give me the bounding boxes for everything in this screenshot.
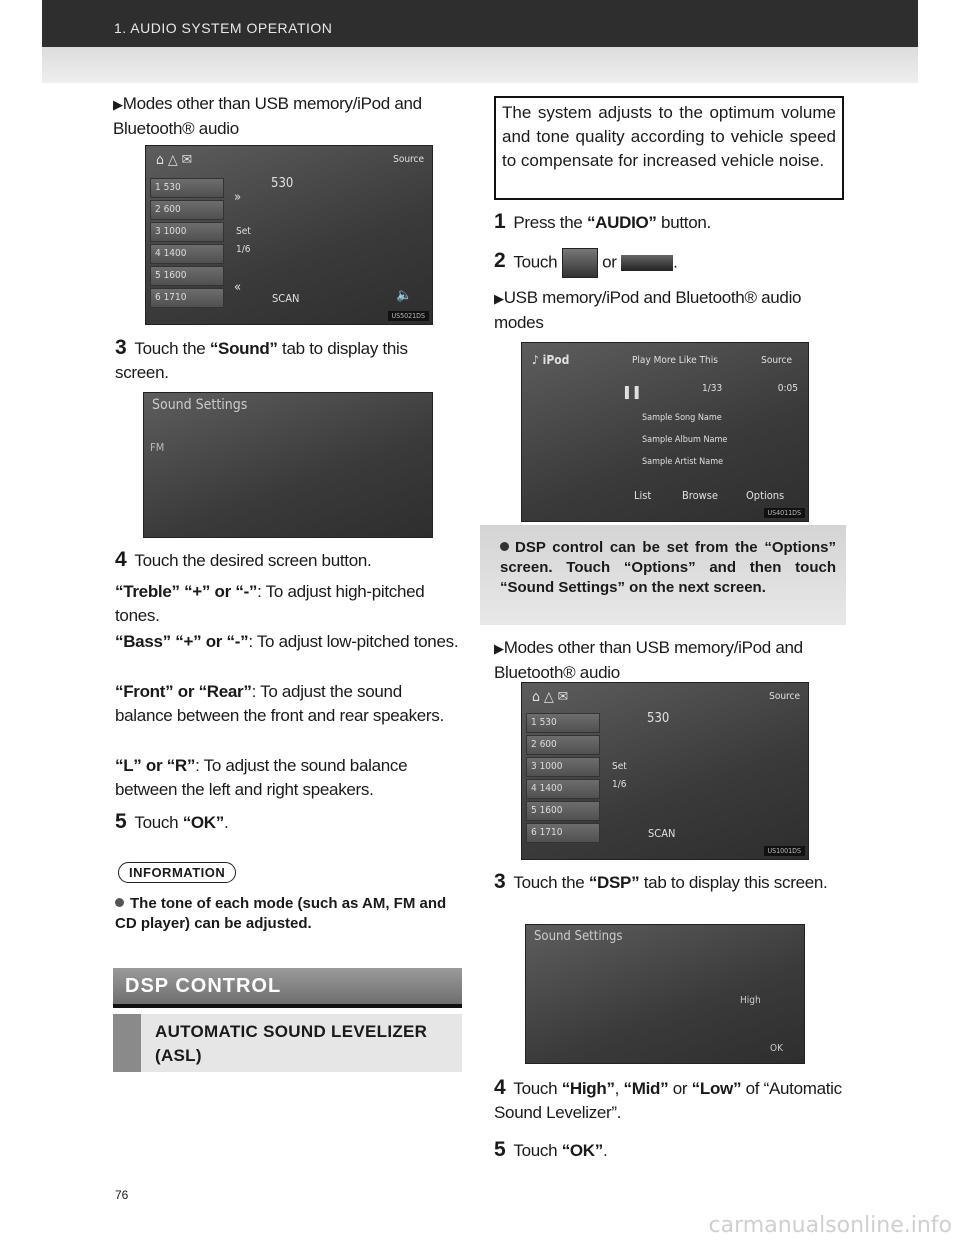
time-label: 0:05 [777,383,798,394]
pause-icon: ❚❚ [622,385,642,400]
seek-up-icon: » [234,190,242,205]
page-number: 76 [115,1188,129,1202]
preset-row: 5 1600 [150,266,224,286]
step-5-right: 5 Touch “OK”. [494,1138,608,1161]
preset-row: 4 1400 [526,779,600,799]
frequency: 530 [271,176,294,191]
scan-label: SCAN [648,827,676,840]
info-note: The tone of each mode (such as AM, FM and CD player) can be adjusted. [115,895,447,932]
speaker-icon: 🔈 [396,288,413,303]
screen-title: Sound Settings [534,929,623,944]
high-label: High [740,995,761,1006]
watermark: carmanualsonline.info [708,1213,952,1238]
desc-left-right: “L” or “R”: To adjust the sound balance between the left and right speakers. [115,756,408,799]
play-more-label: Play More Like This [632,355,718,366]
step-3-left: 3 Touch the “Sound” tab to display this screen. [115,336,408,382]
ipod-screen [521,342,809,522]
preset-row: 2 600 [150,200,224,220]
preset-row: 1 530 [150,178,224,198]
preset-row: 5 1600 [526,801,600,821]
ok-label: OK [770,1043,783,1054]
preset-row: 3 1000 [150,222,224,242]
radio-screen-1 [145,145,433,325]
dsp-control-heading: DSP CONTROL [113,968,462,1008]
preset-row: 6 1710 [526,823,600,843]
top-icons: ⌂ △ ✉ [156,152,193,168]
radio-screen-2 [521,682,809,860]
set-label: Set [612,761,627,772]
album-name: Sample Album Name [642,435,728,445]
asl-heading-box [113,1014,462,1072]
preset-row: 6 1710 [150,288,224,308]
page-label: 1/6 [236,244,251,255]
information-badge: INFORMATION [118,862,236,883]
header-subbar [42,47,918,83]
source-label: Source [393,154,424,165]
step-5-left: 5 Touch “OK”. [115,810,229,833]
step-1-right: 1 Press the “AUDIO” button. [494,210,711,233]
preset-row: 3 1000 [526,757,600,777]
frequency: 530 [647,711,670,726]
options-button: Options [746,489,785,502]
step-4-left: 4 Touch the desired screen button. [115,548,372,571]
usb-heading: ▶USB memory/iPod and Bluetooth® audio modes [494,288,802,332]
desc-bass: “Bass” “+” or “-”: To adjust low-pitched tones. [115,632,459,651]
header-title: 1. AUDIO SYSTEM OPERATION [114,20,333,36]
screen-code: US1001DS [764,846,805,856]
ipod-title: ♪ iPod [532,353,570,367]
modes-heading-right: ▶Modes other than USB memory/iPod and Bluetooth® audio [494,638,803,682]
browse-button: Browse [682,489,719,502]
asl-title: AUTOMATIC SOUND LEVELIZER (ASL) [155,1022,428,1065]
top-icons: ⌂ △ ✉ [532,689,569,705]
source-label: Source [761,355,792,366]
dsp-note: DSP control can be set from the “Options” screen. Touch “Options” and then touch “Sound Settings” on the next screen. [500,539,836,596]
modes-heading-left: ▶Modes other than USB memory/iPod and Bluetooth® audio [113,94,422,138]
screen-title: Sound Settings [152,397,248,413]
desc-front-rear: “Front” or “Rear”: To adjust the sound balance between the front and rear speakers. [115,682,444,725]
seek-down-icon: « [234,280,242,295]
set-label: Set [236,226,251,237]
desc-treble: “Treble” “+” or “-”: To adjust high-pitched tones. [115,582,425,625]
intro-box: The system adjusts to the optimum volume and tone quality according to vehicle speed to compensate for increased vehicle noise. [494,96,844,200]
screen-code: US4011DS [764,508,805,518]
source-label: Source [769,691,800,702]
preset-row: 4 1400 [150,244,224,264]
section-marker [113,1014,141,1072]
list-button: List [634,489,652,502]
screen-code: US5021DS [388,311,429,321]
page-header [42,0,918,47]
asl-settings-screen [525,924,805,1064]
bullet-icon [115,898,124,907]
bullet-icon [500,542,509,551]
scan-label: SCAN [272,292,300,305]
preset-row: 2 600 [526,735,600,755]
audio-button-icon [562,248,598,278]
preset-row: 1 530 [526,713,600,733]
step-2-right: 2 Touch or . [494,248,844,278]
artist-name: Sample Artist Name [642,457,724,467]
step-4-right: 4 Touch “High”, “Mid” or “Low” of “Automatic Sound Levelizer”. [494,1076,842,1122]
fm-label: FM [150,441,165,454]
audio-tab-icon [621,255,673,271]
step-3-right: 3 Touch the “DSP” tab to display this screen. [494,870,828,893]
track-label: 1/33 [702,383,723,394]
song-name: Sample Song Name [642,413,722,423]
sound-settings-screen [143,392,433,538]
page-label: 1/6 [612,779,627,790]
